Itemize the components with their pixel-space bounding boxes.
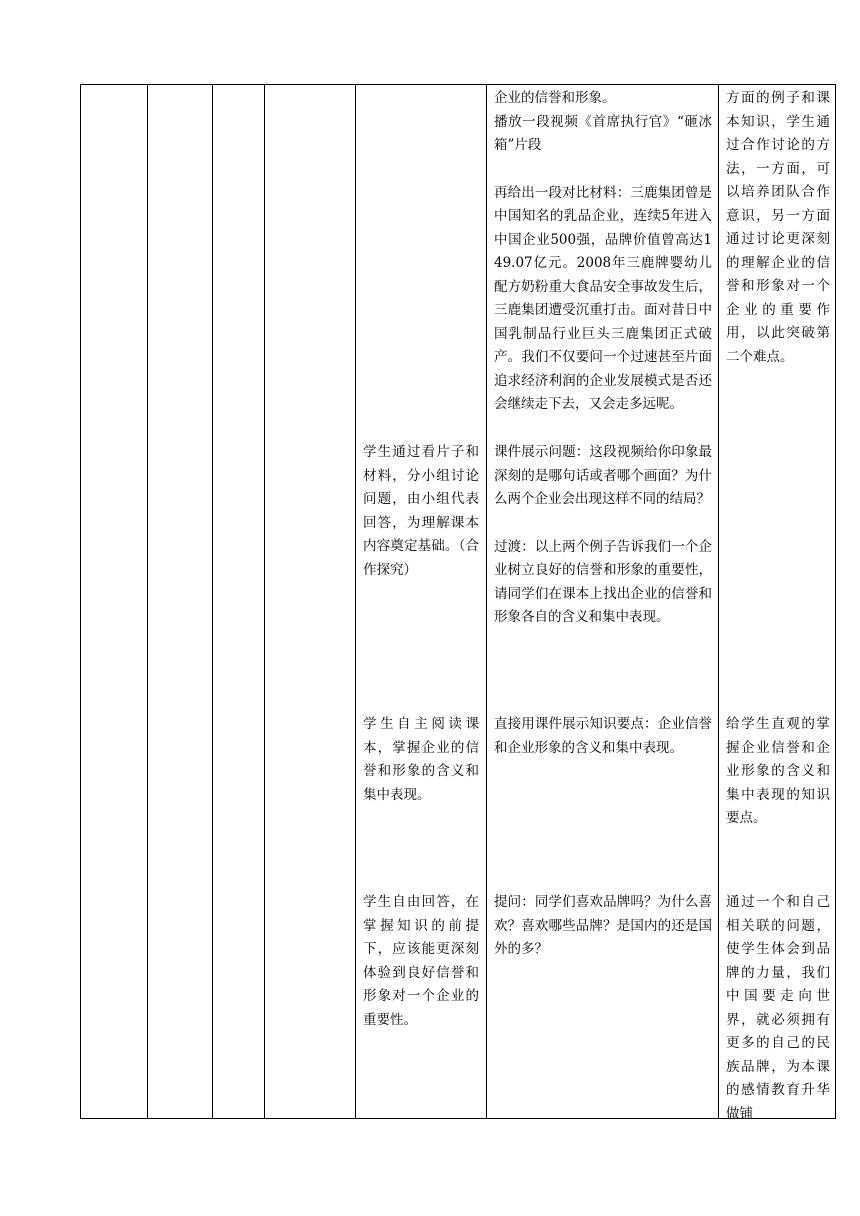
design-intent-text: 给学生直观的掌握企业信誉和企业形象的含义和集中表现的知识要点。 (726, 716, 830, 826)
column-divider (718, 85, 719, 1118)
student-activity-cell (363, 891, 479, 1032)
student-activity-text: 学生通过看片子和材料，分小组讨论问题，由小组代表回答，为理解课本内容奠定基础。（合作探究） (363, 444, 479, 578)
paragraph-gap (494, 512, 712, 536)
column-divider (486, 85, 487, 1118)
teacher-text: 提问：同学们喜欢品牌吗？为什么喜欢？喜欢哪些品牌？是国内的还是国外的多？ (494, 894, 712, 957)
teacher-activity-cell (494, 87, 712, 417)
teacher-activity-cell (494, 891, 712, 962)
teacher-text: 再给出一段对比材料：三鹿集团曾是中国知名的乳品企业，连续5年进入中国企业500强，品牌价值曾高达149.07亿元。2008年三鹿牌婴幼儿配方奶粉重大食品安全事故发生后，三鹿集团遭受沉重打击。面对昔日中国乳制品行业巨头三鹿集团正式破产。我们不仅要问一个过速甚至片面追求经济利润的企业发展模式是否还会继续走下去，又会走多远呢。 (494, 184, 712, 412)
design-intent-cell (726, 713, 830, 831)
teacher-activity-cell (494, 441, 712, 630)
teacher-text: 课件展示问题：这段视频给你印象最深刻的是哪句话或者哪个画面？为什么两个企业会出现这样不同的结局？ (494, 444, 712, 507)
teacher-text: 过渡：以上两个例子告诉我们一个企业树立良好的信誉和形象的重要性，请同学们在课本上找出企业的信誉和形象各自的含义和集中表现。 (494, 538, 712, 625)
student-activity-text: 学生自由回答，在掌握知识的前提下，应该能更深刻体验到良好信誉和形象对一个企业的重要性。 (363, 894, 479, 1028)
paragraph-gap (494, 158, 712, 182)
student-activity-cell (363, 441, 479, 582)
teacher-text: 企业的信誉和形象。 (494, 90, 616, 106)
column-divider (355, 85, 356, 1118)
teacher-text: 播放一段视频《首席执行官》“砸冰箱”片段 (494, 113, 712, 153)
lesson-plan-table (80, 84, 836, 1122)
student-activity-text: 学生自主阅读课本，掌握企业的信誉和形象的含义和集中表现。 (363, 716, 479, 803)
student-activity-cell (363, 713, 479, 807)
design-intent-text: 通过一个和自己相关联的问题，使学生体会到品牌的力量，我们中国要走向世界，就必须拥有更多的自己的民族品牌，为本课的感情教育升华做铺 (726, 894, 830, 1122)
teacher-activity-cell (494, 713, 712, 760)
design-intent-cell (726, 891, 830, 1126)
column-divider (212, 85, 213, 1118)
column-divider (264, 85, 265, 1118)
teacher-text: 直接用课件展示知识要点：企业信誉和企业形象的含义和集中表现。 (494, 716, 712, 756)
design-intent-text: 方面的例子和课本知识，学生通过合作讨论的方法，一方面，可以培养团队合作意识，另一方面通过讨论更深刻的理解企业的信誉和形象对一个企业的重要作用，以此突破第二个难点。 (726, 90, 830, 365)
design-intent-cell (726, 87, 830, 369)
column-divider (147, 85, 148, 1118)
